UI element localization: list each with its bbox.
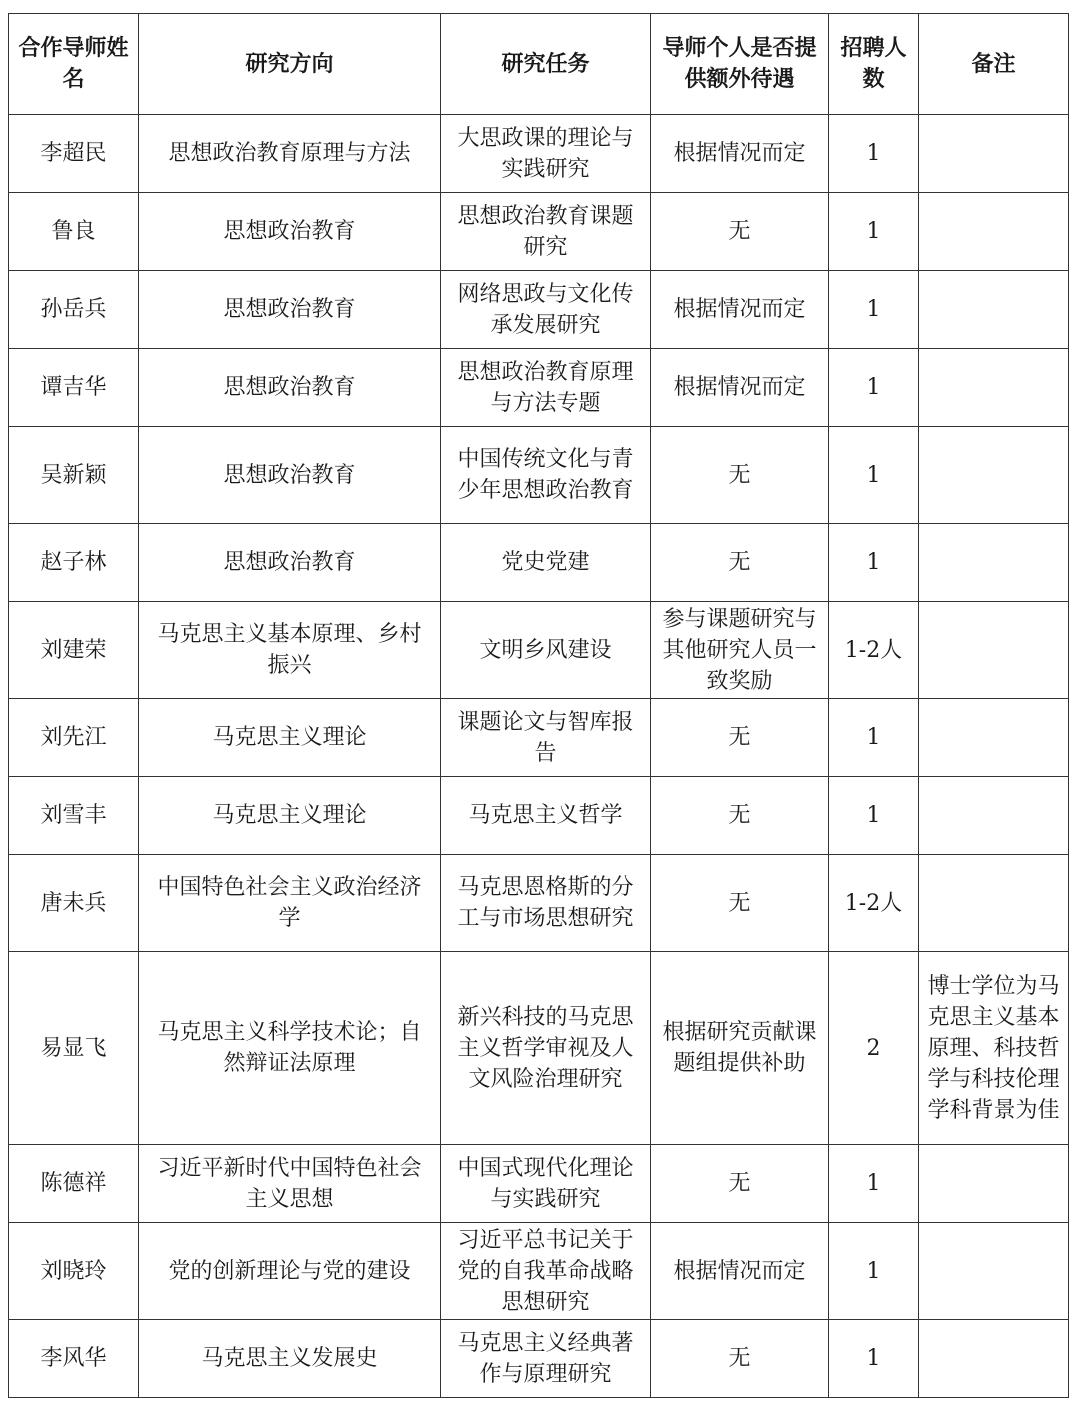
cell-advisor: 陈德祥 [9,1145,139,1223]
cell-direction: 马克思主义科学技术论；自然辩证法原理 [139,952,441,1145]
cell-task: 网络思政与文化传承发展研究 [441,271,651,349]
cell-advisor: 唐未兵 [9,855,139,952]
cell-direction: 马克思主义发展史 [139,1320,441,1398]
cell-benefit: 无 [651,193,829,271]
table-row [9,524,1069,602]
cell-note [919,427,1069,524]
header-row [9,14,1069,115]
cell-direction: 思想政治教育 [139,271,441,349]
cell-task: 思想政治教育课题研究 [441,193,651,271]
cell-task: 习近平总书记关于党的自我革命战略思想研究 [441,1223,651,1320]
cell-benefit: 无 [651,1145,829,1223]
header-task: 研究任务 [441,14,651,115]
cell-direction: 思想政治教育 [139,524,441,602]
cell-direction: 思想政治教育 [139,349,441,427]
cell-note: 博士学位为马克思主义基本原理、科技哲学与科技伦理学科背景为佳 [919,952,1069,1145]
cell-advisor: 孙岳兵 [9,271,139,349]
cell-direction: 思想政治教育 [139,193,441,271]
cell-advisor: 刘先江 [9,699,139,777]
cell-count: 1 [829,349,919,427]
cell-advisor: 李超民 [9,115,139,193]
cell-task: 思想政治教育原理与方法专题 [441,349,651,427]
cell-count: 1 [829,699,919,777]
cell-count: 1 [829,524,919,602]
cell-direction: 中国特色社会主义政治经济学 [139,855,441,952]
cell-benefit: 无 [651,1320,829,1398]
header-note: 备注 [919,14,1069,115]
table-row [9,115,1069,193]
cell-task: 马克思恩格斯的分工与市场思想研究 [441,855,651,952]
cell-direction: 习近平新时代中国特色社会主义思想 [139,1145,441,1223]
cell-task: 大思政课的理论与实践研究 [441,115,651,193]
cell-benefit: 根据情况而定 [651,1223,829,1320]
header-benefit: 导师个人是否提供额外待遇 [651,14,829,115]
cell-note [919,1145,1069,1223]
cell-benefit: 根据研究贡献课题组提供补助 [651,952,829,1145]
cell-note [919,524,1069,602]
cell-advisor: 谭吉华 [9,349,139,427]
cell-note [919,602,1069,699]
table-row [9,699,1069,777]
cell-advisor: 李风华 [9,1320,139,1398]
table-row [9,349,1069,427]
table-row [9,427,1069,524]
table-row [9,1320,1069,1398]
cell-note [919,271,1069,349]
table-row [9,1223,1069,1320]
cell-benefit: 无 [651,777,829,855]
header-count: 招聘人数 [829,14,919,115]
table-row [9,952,1069,1145]
table-row [9,855,1069,952]
cell-benefit: 无 [651,699,829,777]
recruitment-table [8,13,1069,1398]
table-row [9,777,1069,855]
cell-benefit: 无 [651,427,829,524]
table-row [9,1145,1069,1223]
cell-count: 1 [829,193,919,271]
cell-count: 1 [829,1145,919,1223]
cell-benefit: 根据情况而定 [651,271,829,349]
cell-benefit: 无 [651,524,829,602]
recruitment-table-container [8,13,1069,1398]
cell-advisor: 刘雪丰 [9,777,139,855]
cell-task: 新兴科技的马克思主义哲学审视及人文风险治理研究 [441,952,651,1145]
header-direction: 研究方向 [139,14,441,115]
cell-note [919,699,1069,777]
cell-benefit: 参与课题研究与其他研究人员一致奖励 [651,602,829,699]
cell-task: 中国传统文化与青少年思想政治教育 [441,427,651,524]
cell-note [919,855,1069,952]
cell-direction: 思想政治教育原理与方法 [139,115,441,193]
cell-direction: 马克思主义理论 [139,699,441,777]
cell-advisor: 易显飞 [9,952,139,1145]
cell-count: 1 [829,115,919,193]
table-row [9,193,1069,271]
cell-count: 1-2人 [829,602,919,699]
cell-direction: 马克思主义理论 [139,777,441,855]
cell-count: 1-2人 [829,855,919,952]
cell-task: 中国式现代化理论与实践研究 [441,1145,651,1223]
cell-note [919,1320,1069,1398]
cell-note [919,193,1069,271]
table-row [9,271,1069,349]
cell-note [919,777,1069,855]
cell-task: 文明乡风建设 [441,602,651,699]
cell-count: 1 [829,777,919,855]
cell-advisor: 鲁良 [9,193,139,271]
cell-count: 1 [829,1320,919,1398]
cell-direction: 思想政治教育 [139,427,441,524]
table-header [9,14,1069,115]
cell-count: 2 [829,952,919,1145]
header-advisor: 合作导师姓名 [9,14,139,115]
cell-benefit: 无 [651,855,829,952]
cell-count: 1 [829,271,919,349]
cell-advisor: 刘建荣 [9,602,139,699]
cell-advisor: 吴新颖 [9,427,139,524]
cell-task: 马克思主义哲学 [441,777,651,855]
cell-advisor: 刘晓玲 [9,1223,139,1320]
cell-direction: 党的创新理论与党的建设 [139,1223,441,1320]
cell-task: 课题论文与智库报告 [441,699,651,777]
table-body [9,115,1069,1398]
table-row [9,602,1069,699]
cell-count: 1 [829,1223,919,1320]
cell-note [919,349,1069,427]
cell-benefit: 根据情况而定 [651,115,829,193]
cell-note [919,1223,1069,1320]
cell-note [919,115,1069,193]
cell-task: 马克思主义经典著作与原理研究 [441,1320,651,1398]
cell-count: 1 [829,427,919,524]
cell-benefit: 根据情况而定 [651,349,829,427]
cell-direction: 马克思主义基本原理、乡村振兴 [139,602,441,699]
cell-task: 党史党建 [441,524,651,602]
cell-advisor: 赵子林 [9,524,139,602]
